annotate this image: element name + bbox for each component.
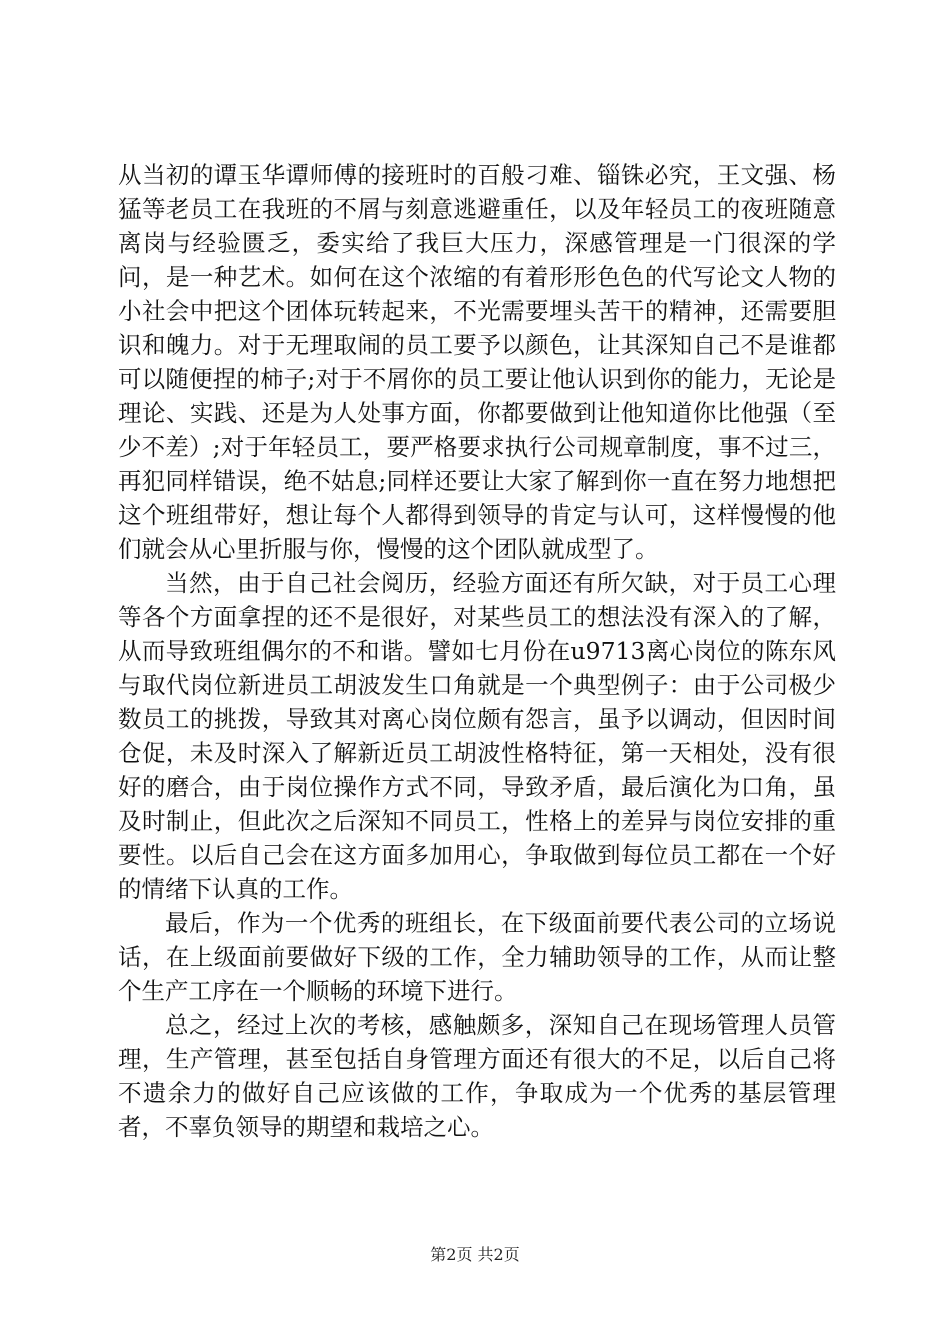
paragraph-3: 最后，作为一个优秀的班组长，在下级面前要代表公司的立场说话，在上级面前要做好下级的工作，全力辅助领导的工作，从而让整个生产工序在一个顺畅的环境下进行。 <box>118 909 836 1005</box>
paragraph-2: 当然，由于自己社会阅历，经验方面还有所欠缺，对于员工心理等各个方面拿捏的还不是很好，对某些员工的想法没有深入的了解，从而导致班组偶尔的不和谐。譬如七月份在u9713离心岗位的陈东风与取代岗位新进员工胡波发生口角就是一个典型例子：由于公司极少数员工的挑拨，导致其对离心岗位颇有怨言，虽予以调动，但因时间仓促，未及时深入了解新近员工胡波性格特征，第一天相处，没有很好的磨合，由于岗位操作方式不同，导致矛盾，最后演化为口角，虽及时制止，但此次之后深知不同员工，性格上的差异与岗位安排的重要性。以后自己会在这方面多加用心，争取做到每位员工都在一个好的情绪下认真的工作。 <box>118 569 836 903</box>
paragraph-1: 从当初的谭玉华谭师傅的接班时的百般刁难、锱铢必究，王文强、杨猛等老员工在我班的不屑与刻意逃避重任，以及年轻员工的夜班随意离岗与经验匮乏，委实给了我巨大压力，深感管理是一门很深的学问，是一种艺术。如何在这个浓缩的有着形形色色的代写论文人物的小社会中把这个团体玩转起来，不光需要埋头苦干的精神，还需要胆识和魄力。对于无理取闹的员工要予以颜色，让其深知自己不是谁都可以随便捏的柿子;对于不屑你的员工要让他认识到你的能力，无论是理论、实践、还是为人处事方面，你都要做到让他知道你比他强（至少不差）;对于年轻员工，要严格要求执行公司规章制度，事不过三，再犯同样错误，绝不姑息;同样还要让大家了解到你一直在努力地想把这个班组带好，想让每个人都得到领导的肯定与认可，这样慢慢的他们就会从心里折服与你，慢慢的这个团队就成型了。 <box>118 161 836 563</box>
document-body <box>118 158 836 1144</box>
page-footer <box>0 1244 950 1266</box>
page-number-label: 第2页 共2页 <box>430 1245 520 1264</box>
paragraph-4: 总之，经过上次的考核，感触颇多，深知自己在现场管理人员管理，生产管理，甚至包括自身管理方面还有很大的不足，以后自己将不遗余力的做好自己应该做的工作，争取成为一个优秀的基层管理者，不辜负领导的期望和栽培之心。 <box>118 1011 836 1141</box>
